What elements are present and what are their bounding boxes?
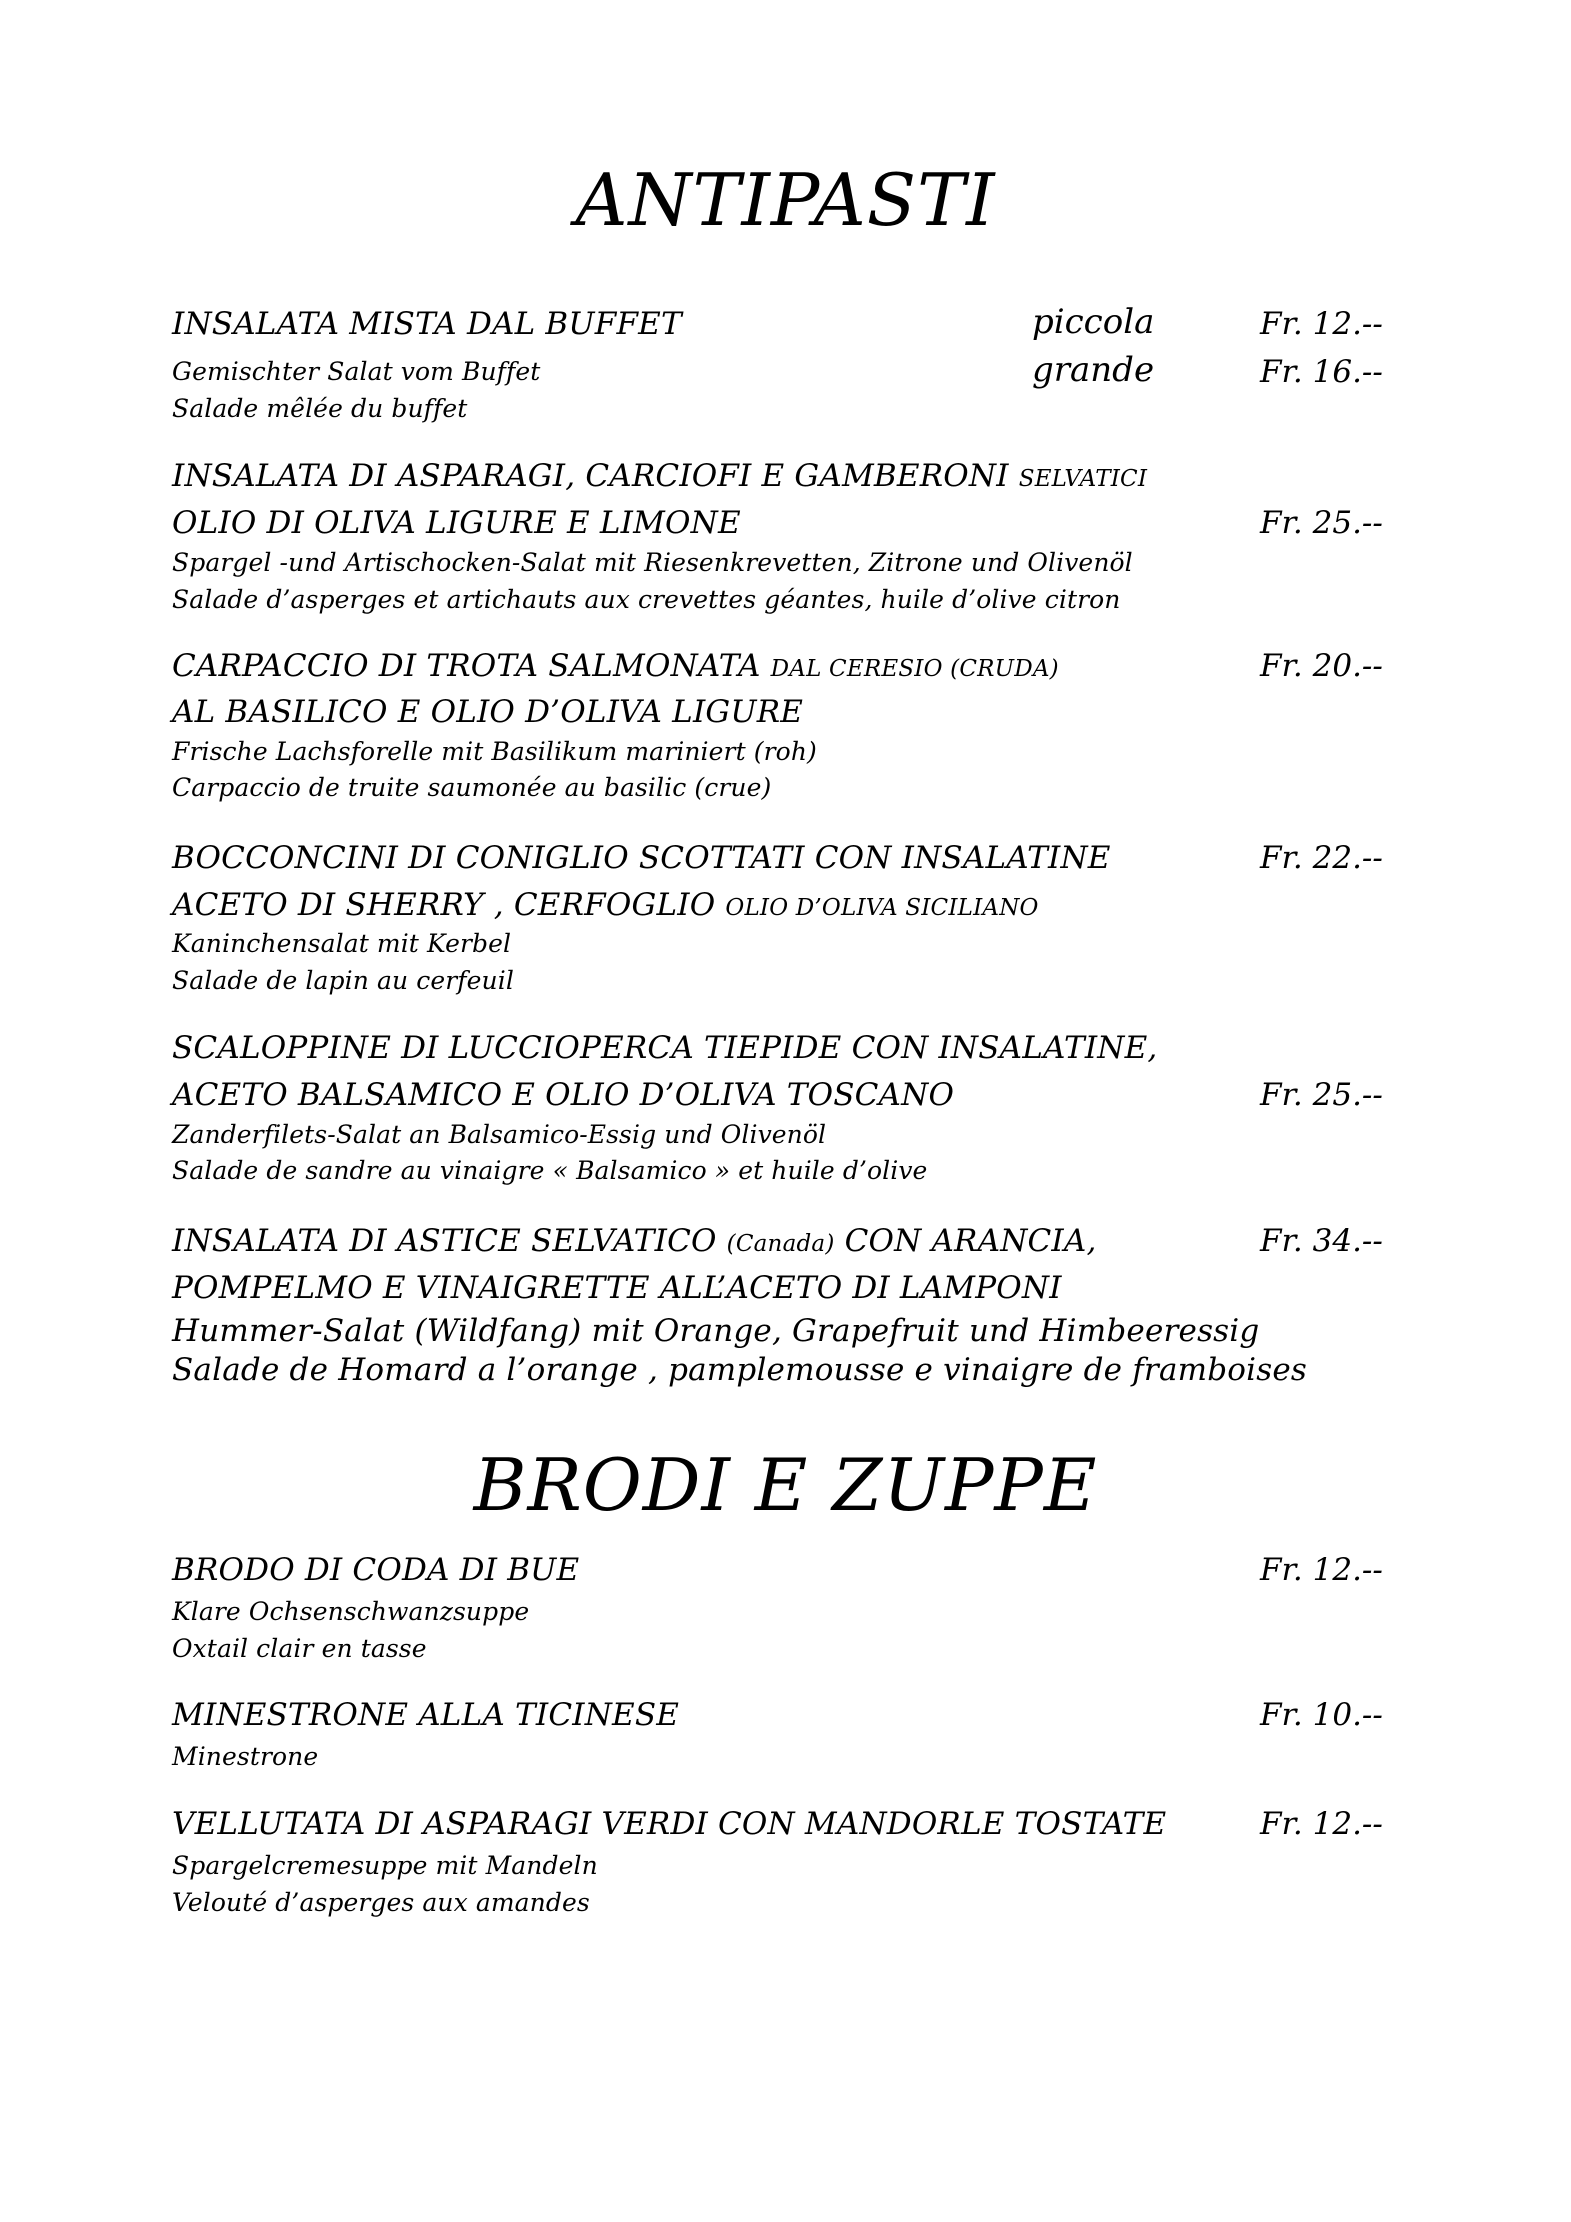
dish-name [172, 648, 1059, 684]
dish-description: Salade de lapin au cerfeuil [172, 966, 514, 995]
dish-name [172, 1223, 1097, 1259]
price: Fr. 10.-- [1260, 1697, 1383, 1733]
dish-name-main: CON ARANCIA, [844, 1223, 1097, 1259]
dish-name: VELLUTATA DI ASPARAGI VERDI CON MANDORLE TOSTATE [172, 1806, 1167, 1842]
dish-description: Hummer-Salat (Wildfang) mit Orange, Grapefruit und Himbeeressig [172, 1313, 1260, 1349]
dish-description: Frische Lachsforelle mit Basilikum mariniert (roh) [172, 737, 817, 766]
dish-name-line-2: ACETO BALSAMICO E OLIO D’OLIVA TOSCANO [172, 1077, 955, 1113]
dish-name: BOCCONCINI DI CONIGLIO SCOTTATI CON INSALATINE [172, 840, 1111, 876]
dish-description: Kaninchensalat mit Kerbel [172, 929, 512, 958]
dish-name-line-2: AL BASILICO E OLIO D’OLIVA LIGURE [172, 694, 804, 730]
dish-name-main: ACETO DI SHERRY , CERFOGLIO [172, 887, 716, 923]
dish-description: Velouté d’asperges aux amandes [172, 1888, 590, 1917]
dish-name-line-2 [172, 887, 1039, 923]
dish-description: Spargelcremesuppe mit Mandeln [172, 1851, 598, 1880]
price: Fr. 12.-- [1260, 1806, 1383, 1842]
dish-description: Minestrone [172, 1742, 319, 1771]
price-small: Fr. 12.-- [1260, 306, 1383, 342]
price: Fr. 20.-- [1260, 648, 1383, 684]
dish-name-line-2: OLIO DI OLIVA LIGURE E LIMONE [172, 505, 741, 541]
dish-name-note: (Canada) [726, 1231, 835, 1257]
price: Fr. 34.-- [1260, 1223, 1383, 1259]
dish-name-main: CARPACCIO DI TROTA SALMONATA [172, 648, 761, 684]
dish-name-line-2: POMPELMO E VINAIGRETTE ALL’ACETO DI LAMPONI [172, 1270, 1062, 1306]
size-label-small: piccola [1032, 302, 1155, 342]
dish-description: Salade mêlée du buffet [172, 394, 468, 423]
dish-name-note: OLIO D’OLIVA SICILIANO [725, 895, 1039, 921]
dish-name: SCALOPPINE DI LUCCIOPERCA TIEPIDE CON INSALATINE, [172, 1030, 1158, 1066]
dish-description: Oxtail clair en tasse [172, 1634, 427, 1663]
price: Fr. 12.-- [1260, 1552, 1383, 1588]
dish-description: Carpaccio de truite saumonée au basilic (crue) [172, 773, 772, 802]
price: Fr. 25.-- [1260, 505, 1383, 541]
section-title-antipasti: ANTIPASTI [575, 158, 996, 242]
dish-description: Zanderfilets-Salat an Balsamico-Essig und Olivenöl [172, 1120, 827, 1149]
dish-name [172, 458, 1147, 494]
price: Fr. 22.-- [1260, 840, 1383, 876]
price-large: Fr. 16.-- [1260, 354, 1383, 390]
dish-description: Salade d’asperges et artichauts aux crevettes géantes, huile d’olive citron [172, 585, 1121, 614]
dish-description: Salade de sandre au vinaigre « Balsamico » et huile d’olive [172, 1156, 928, 1185]
dish-description: Spargel -und Artischocken-Salat mit Riesenkrevetten, Zitrone und Olivenöl [172, 548, 1133, 577]
section-title-brodi-e-zuppe: BRODI E ZUPPE [473, 1443, 1098, 1527]
dish-name-note: DAL CERESIO (CRUDA) [770, 656, 1059, 682]
dish-name: BRODO DI CODA DI BUE [172, 1552, 580, 1588]
dish-name: INSALATA MISTA DAL BUFFET [172, 306, 682, 342]
dish-description: Salade de Homard a l’orange , pamplemousse e vinaigre de framboises [172, 1352, 1308, 1388]
dish-name-note: SELVATICI [1018, 466, 1148, 492]
dish-name-main: INSALATA DI ASPARAGI, CARCIOFI E GAMBERONI [172, 458, 1009, 494]
price: Fr. 25.-- [1260, 1077, 1383, 1113]
dish-description: Gemischter Salat vom Buffet [172, 357, 541, 386]
dish-name: MINESTRONE ALLA TICINESE [172, 1697, 680, 1733]
dish-description: Klare Ochsenschwanzsuppe [172, 1597, 530, 1626]
dish-name-main: INSALATA DI ASTICE SELVATICO [172, 1223, 717, 1259]
size-label-large: grande [1032, 350, 1155, 390]
